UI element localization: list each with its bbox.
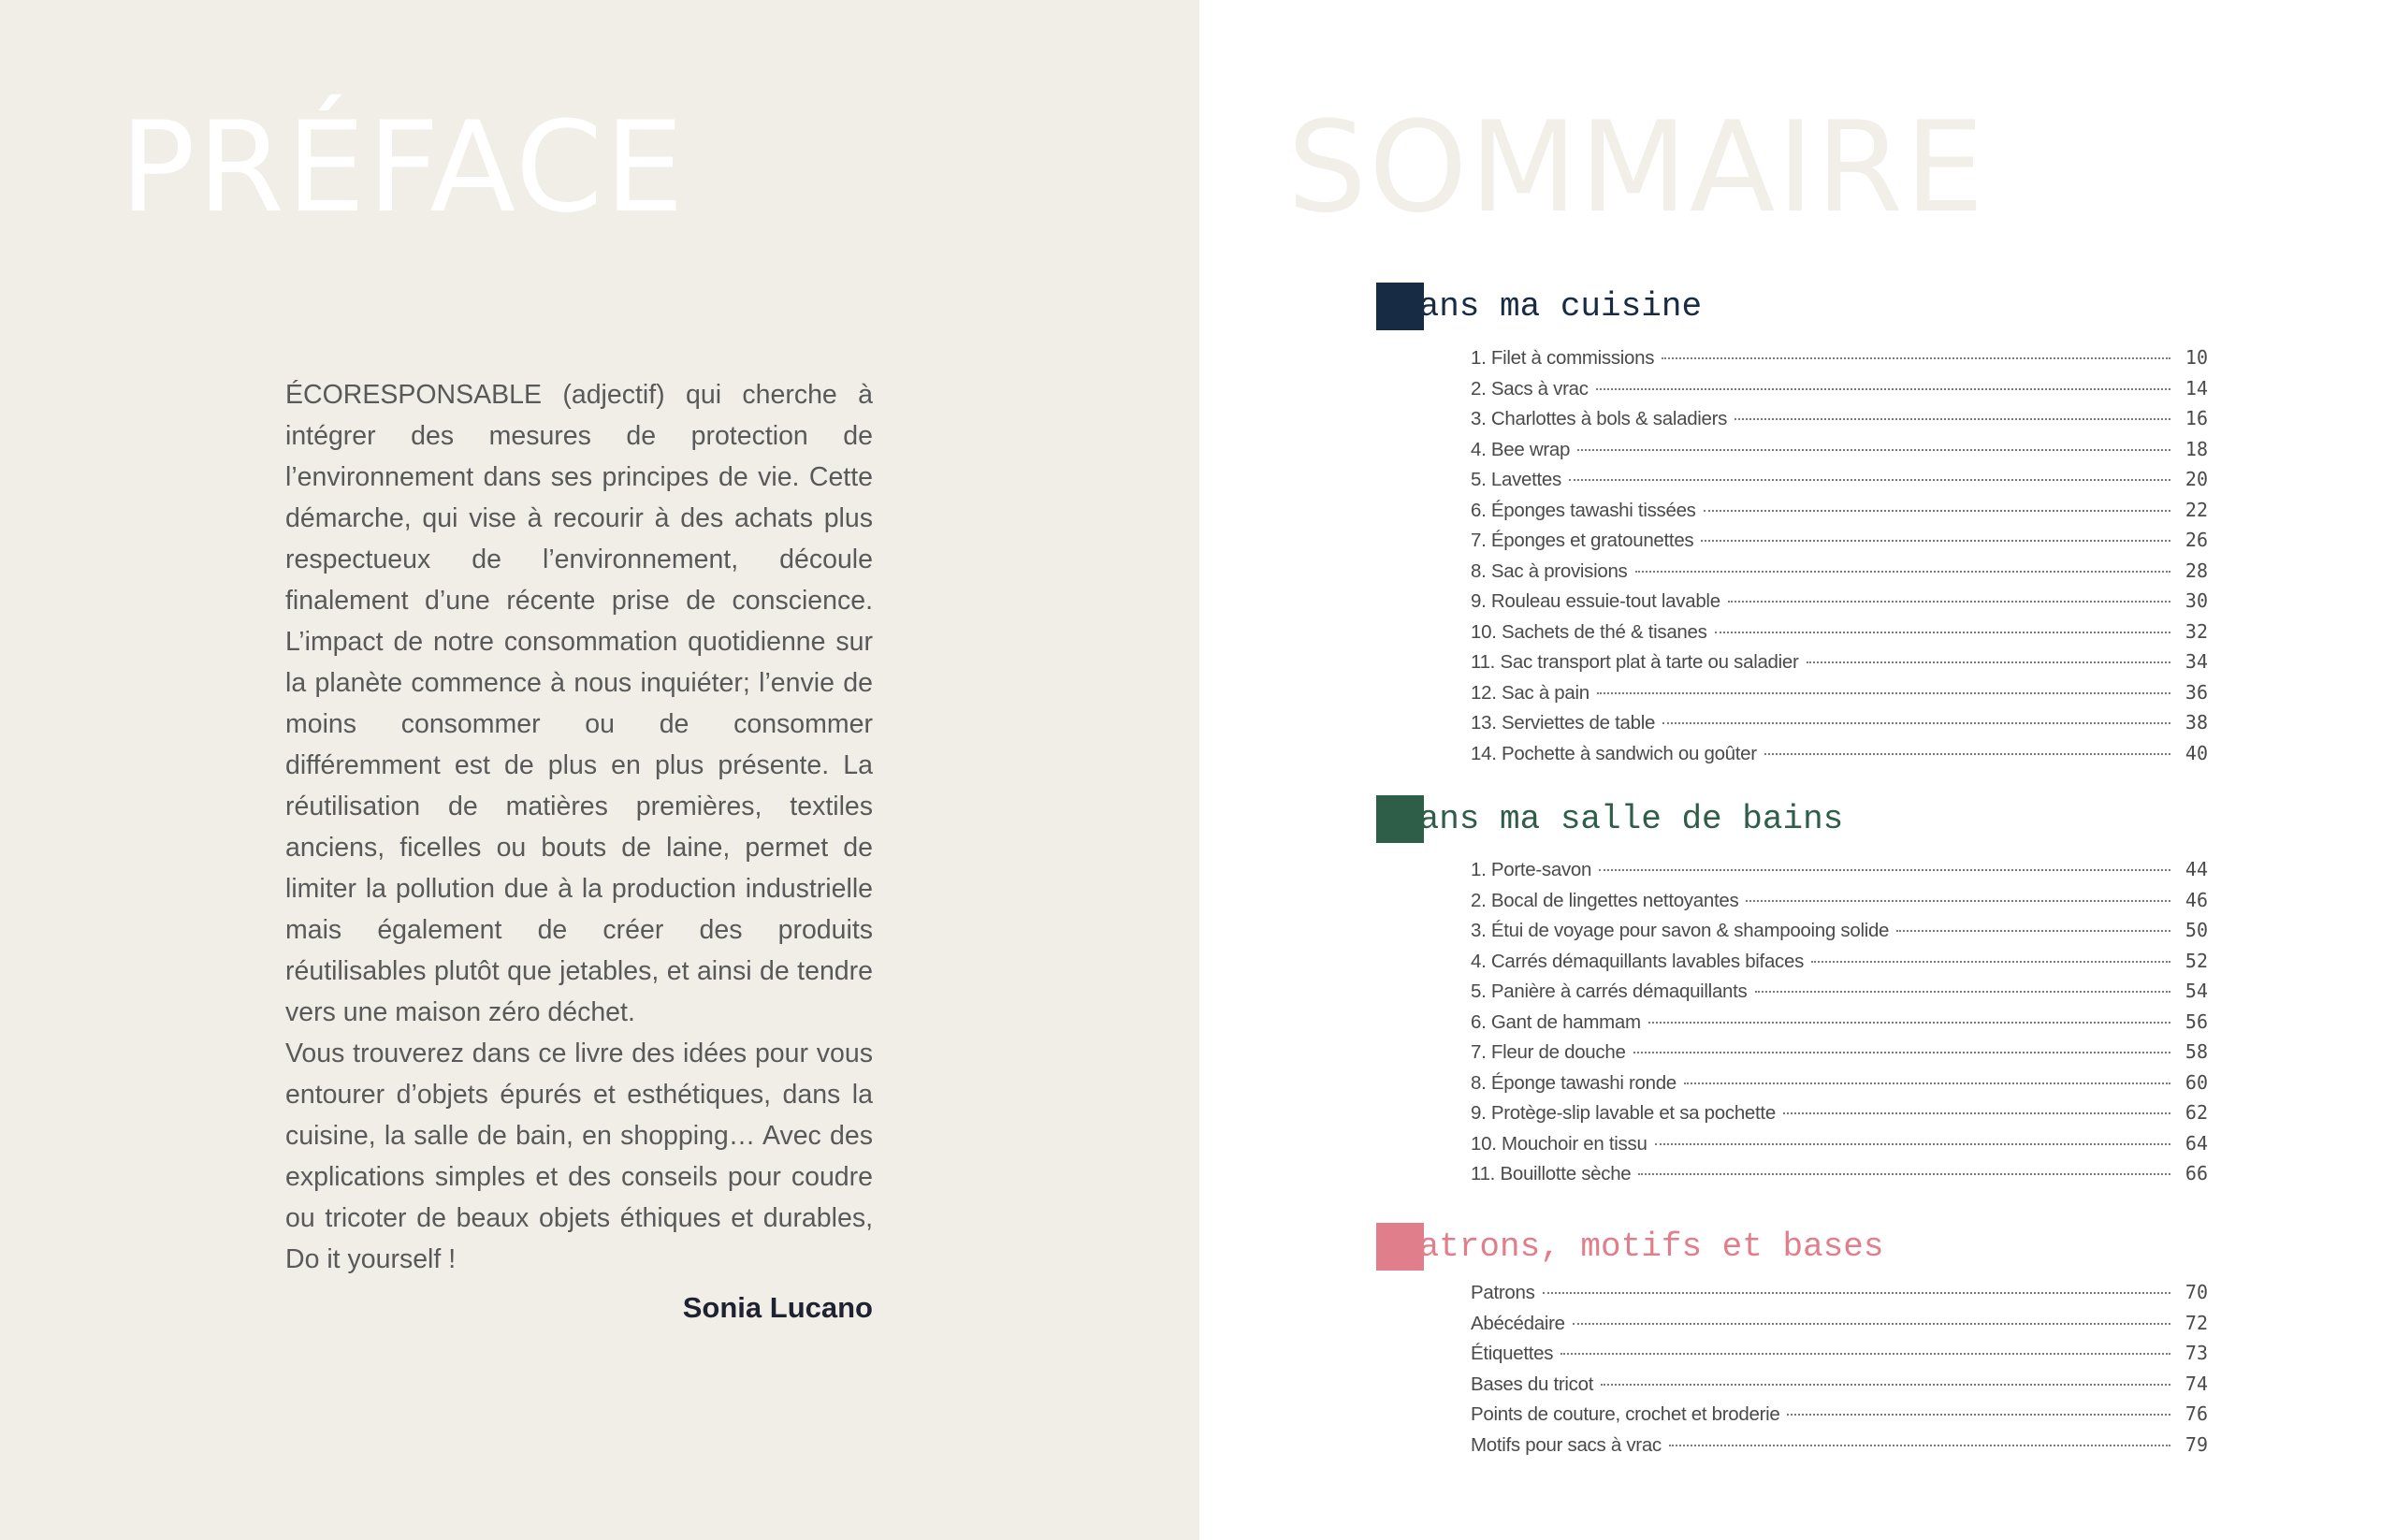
toc-entry-page: 34 bbox=[2185, 650, 2208, 673]
toc-entry-page: 54 bbox=[2185, 980, 2208, 1002]
toc-leader-dots bbox=[1648, 1022, 2170, 1024]
toc-entry[interactable] bbox=[1471, 1281, 2208, 1312]
toc-section-salle-de-bains bbox=[1376, 795, 2209, 1184]
toc-entry-page: 56 bbox=[2185, 1010, 2208, 1033]
toc-entry-label: 4. Bee wrap bbox=[1471, 438, 1571, 460]
toc-entry-page: 74 bbox=[2185, 1372, 2208, 1395]
toc-entry[interactable] bbox=[1471, 1402, 2208, 1433]
toc-leader-dots bbox=[1755, 991, 2171, 993]
toc-leader-dots bbox=[1896, 930, 2170, 932]
toc-leader-dots bbox=[1662, 357, 2170, 359]
toc-entry-page: 36 bbox=[2185, 680, 2208, 704]
toc-entry-label: 1. Porte-savon bbox=[1471, 859, 1592, 880]
toc-section-patrons bbox=[1376, 1223, 2209, 1456]
toc-entry-label: 10. Sachets de thé & tisanes bbox=[1471, 620, 1707, 643]
toc-entry-label: Bases du tricot bbox=[1471, 1373, 1594, 1395]
toc-entry-page: 38 bbox=[2185, 711, 2208, 734]
toc-leader-dots bbox=[1807, 661, 2170, 663]
toc-entry-label: Patrons bbox=[1471, 1282, 1535, 1303]
toc-entry[interactable] bbox=[1471, 919, 2208, 950]
toc-entry[interactable] bbox=[1471, 377, 2208, 408]
toc-entry[interactable] bbox=[1471, 438, 2208, 469]
section-header bbox=[1376, 795, 2209, 844]
toc-entry-label: 12. Sac à pain bbox=[1471, 681, 1589, 704]
toc-entry-page: 58 bbox=[2185, 1040, 2208, 1063]
toc-entry-label: 8. Éponge tawashi ronde bbox=[1471, 1071, 1676, 1094]
toc-entry-label: Étiquettes bbox=[1471, 1343, 1554, 1364]
toc-entry-page: 28 bbox=[2185, 559, 2208, 582]
toc-entry-label: 4. Carrés démaquillants lavables bifaces bbox=[1471, 950, 1805, 972]
toc-entry[interactable] bbox=[1471, 889, 2208, 920]
toc-entry-page: 62 bbox=[2185, 1101, 2208, 1124]
toc-leader-dots bbox=[1635, 571, 2171, 573]
section-title: Dans ma cuisine bbox=[1399, 287, 1703, 326]
toc-entry[interactable] bbox=[1471, 1071, 2208, 1102]
toc-entry-page: 10 bbox=[2185, 346, 2208, 369]
toc-entry[interactable] bbox=[1471, 1101, 2208, 1132]
toc-leader-dots bbox=[1573, 1323, 2170, 1325]
toc-leader-dots bbox=[1715, 632, 2170, 633]
toc-entry-page: 66 bbox=[2185, 1162, 2208, 1184]
toc-entry-page: 20 bbox=[2185, 468, 2208, 490]
toc-leader-dots bbox=[1599, 869, 2170, 871]
toc-list bbox=[1471, 1281, 2208, 1463]
toc-leader-dots bbox=[1597, 692, 2170, 694]
toc-entry-label: 7. Éponges et gratounettes bbox=[1471, 530, 1694, 551]
toc-entry-page: 40 bbox=[2185, 741, 2208, 764]
toc-entry-label: 6. Gant de hammam bbox=[1471, 1010, 1641, 1033]
toc-leader-dots bbox=[1662, 722, 2170, 724]
toc-entry-label: 5. Panière à carrés démaquillants bbox=[1471, 981, 1748, 1002]
toc-entry-label: 10. Mouchoir en tissu bbox=[1471, 1132, 1647, 1155]
toc-entry-page: 72 bbox=[2185, 1311, 2208, 1334]
author-signature: Sonia Lucano bbox=[682, 1291, 873, 1324]
preface-title: PRÉFACE bbox=[120, 94, 686, 240]
toc-leader-dots bbox=[1569, 479, 2170, 481]
toc-entry-label: Points de couture, crochet et broderie bbox=[1471, 1403, 1780, 1425]
toc-entry-label: 3. Charlottes à bols & saladiers bbox=[1471, 408, 1728, 429]
toc-entry-page: 44 bbox=[2185, 858, 2208, 880]
toc-entry[interactable] bbox=[1471, 742, 2208, 773]
toc-entry-page: 50 bbox=[2185, 919, 2208, 941]
toc-leader-dots bbox=[1655, 1143, 2170, 1145]
toc-entry[interactable] bbox=[1471, 650, 2208, 681]
toc-entry-page: 64 bbox=[2185, 1131, 2208, 1155]
toc-list bbox=[1471, 858, 2208, 1193]
toc-entry-label: Motifs pour sacs à vrac bbox=[1471, 1433, 1662, 1456]
toc-entry[interactable] bbox=[1471, 711, 2208, 742]
toc-entry-page: 60 bbox=[2185, 1070, 2208, 1094]
toc-leader-dots bbox=[1669, 1445, 2170, 1446]
toc-entry-label: 9. Rouleau essuie-tout lavable bbox=[1471, 590, 1720, 612]
toc-list bbox=[1471, 346, 2208, 772]
toc-entry-page: 70 bbox=[2185, 1281, 2208, 1303]
toc-entry[interactable] bbox=[1471, 346, 2208, 377]
toc-leader-dots bbox=[1543, 1292, 2170, 1294]
toc-entry[interactable] bbox=[1471, 1312, 2208, 1343]
toc-entry-label: 7. Fleur de douche bbox=[1471, 1041, 1626, 1063]
toc-entry-label: Abécédaire bbox=[1471, 1312, 1565, 1334]
toc-entry-label: 1. Filet à commissions bbox=[1471, 347, 1655, 369]
toc-entry-label: 2. Bocal de lingettes nettoyantes bbox=[1471, 889, 1739, 911]
preface-paragraph: ÉCORESPONSABLE (adjectif) qui cherche à intégrer des mesures de protection de l’environnement dans ses principes de vie. Cette démarche, qui vise à recourir à des achats plus respectueux de l’environnement, découle finalement d’une récente prise de conscience. L’impact de notre consommation quotidienne sur la planète commence à nous inquiéter; l’envie de moins consommer ou de consommer différemment est de plus en plus présente. La réutilisation de matières premières, textiles anciens, ficelles ou bouts de laine, permet de limiter la pollution due à la production industrielle mais également de créer des produits réutilisables plutôt que jetables, et ainsi de tendre vers une maison zéro déchet. bbox=[285, 380, 873, 1027]
toc-leader-dots bbox=[1577, 449, 2170, 451]
toc-entry[interactable] bbox=[1471, 1433, 2208, 1464]
toc-leader-dots bbox=[1601, 1384, 2170, 1386]
toc-entry-page: 16 bbox=[2185, 407, 2208, 429]
toc-entry-page: 52 bbox=[2185, 949, 2208, 972]
toc-entry[interactable] bbox=[1471, 1162, 2208, 1193]
toc-entry-label: 5. Lavettes bbox=[1471, 469, 1561, 490]
section-header bbox=[1376, 283, 2209, 331]
toc-entry[interactable] bbox=[1471, 620, 2208, 651]
toc-leader-dots bbox=[1735, 418, 2170, 420]
toc-entry[interactable] bbox=[1471, 858, 2208, 889]
toc-entry-label: 14. Pochette à sandwich ou goûter bbox=[1471, 742, 1757, 764]
preface-body bbox=[285, 374, 873, 1280]
toc-leader-dots bbox=[1701, 540, 2170, 542]
toc-entry-page: 30 bbox=[2185, 589, 2208, 612]
toc-entry-label: 3. Étui de voyage pour savon & shampooing solide bbox=[1471, 920, 1890, 941]
preface-paragraph: Vous trouverez dans ce livre des idées pour vous entourer d’objets épurés et esthétiques, dans la cuisine, la salle de bain, en shopping… Avec des explications simples et des conseils pour coudre ou tricoter de beaux objets éthiques et durables, Do it yourself ! bbox=[285, 1039, 873, 1274]
toc-entry-label: 9. Protège-slip lavable et sa pochette bbox=[1471, 1102, 1776, 1124]
toc-leader-dots bbox=[1783, 1112, 2170, 1114]
toc-entry-page: 22 bbox=[2185, 498, 2208, 521]
toc-entry[interactable] bbox=[1471, 950, 2208, 981]
toc-entry-page: 18 bbox=[2185, 437, 2208, 460]
toc-entry[interactable] bbox=[1471, 1040, 2208, 1071]
toc-leader-dots bbox=[1704, 510, 2170, 512]
toc-leader-dots bbox=[1746, 900, 2170, 902]
toc-entry[interactable] bbox=[1471, 468, 2208, 499]
toc-entry-label: 13. Serviettes de table bbox=[1471, 712, 1656, 734]
toc-leader-dots bbox=[1638, 1173, 2170, 1175]
toc-entry-page: 76 bbox=[2185, 1402, 2208, 1425]
toc-entry[interactable] bbox=[1471, 681, 2208, 712]
toc-leader-dots bbox=[1633, 1052, 2170, 1053]
toc-leader-dots bbox=[1764, 753, 2170, 755]
toc-leader-dots bbox=[1596, 388, 2170, 390]
toc-entry-label: 8. Sac à provisions bbox=[1471, 559, 1628, 582]
toc-entry-label: 11. Bouillotte sèche bbox=[1471, 1163, 1632, 1184]
toc-entry[interactable] bbox=[1471, 980, 2208, 1010]
toc-entry-page: 26 bbox=[2185, 529, 2208, 551]
sommaire-title: SOMMAIRE bbox=[1287, 94, 1986, 240]
toc-entry-label: 11. Sac transport plat à tarte ou saladier bbox=[1471, 651, 1799, 673]
section-header bbox=[1376, 1223, 2209, 1271]
toc-leader-dots bbox=[1728, 601, 2170, 603]
toc-entry-page: 73 bbox=[2185, 1342, 2208, 1364]
toc-section-cuisine bbox=[1376, 283, 2209, 764]
toc-entry-page: 32 bbox=[2185, 619, 2208, 643]
toc-leader-dots bbox=[1684, 1082, 2170, 1084]
section-title: Patrons, motifs et bases bbox=[1399, 1228, 1884, 1266]
toc-entry-page: 79 bbox=[2185, 1432, 2208, 1456]
toc-entry[interactable] bbox=[1471, 407, 2208, 438]
section-title: Dans ma salle de bains bbox=[1399, 800, 1844, 838]
toc-entry[interactable] bbox=[1471, 529, 2208, 559]
toc-entry-page: 46 bbox=[2185, 888, 2208, 911]
toc-entry-label: 2. Sacs à vrac bbox=[1471, 377, 1589, 400]
toc-entry-page: 14 bbox=[2185, 376, 2208, 400]
toc-leader-dots bbox=[1560, 1353, 2170, 1355]
toc-entry[interactable] bbox=[1471, 1373, 2208, 1403]
toc-entry[interactable] bbox=[1471, 499, 2208, 530]
toc-entry[interactable] bbox=[1471, 1342, 2208, 1373]
toc-leader-dots bbox=[1811, 961, 2170, 963]
toc-entry[interactable] bbox=[1471, 559, 2208, 590]
toc-entry-label: 6. Éponges tawashi tissées bbox=[1471, 499, 1696, 521]
toc-entry[interactable] bbox=[1471, 1132, 2208, 1163]
toc-leader-dots bbox=[1787, 1414, 2170, 1416]
toc-entry[interactable] bbox=[1471, 589, 2208, 620]
toc-entry[interactable] bbox=[1471, 1010, 2208, 1041]
